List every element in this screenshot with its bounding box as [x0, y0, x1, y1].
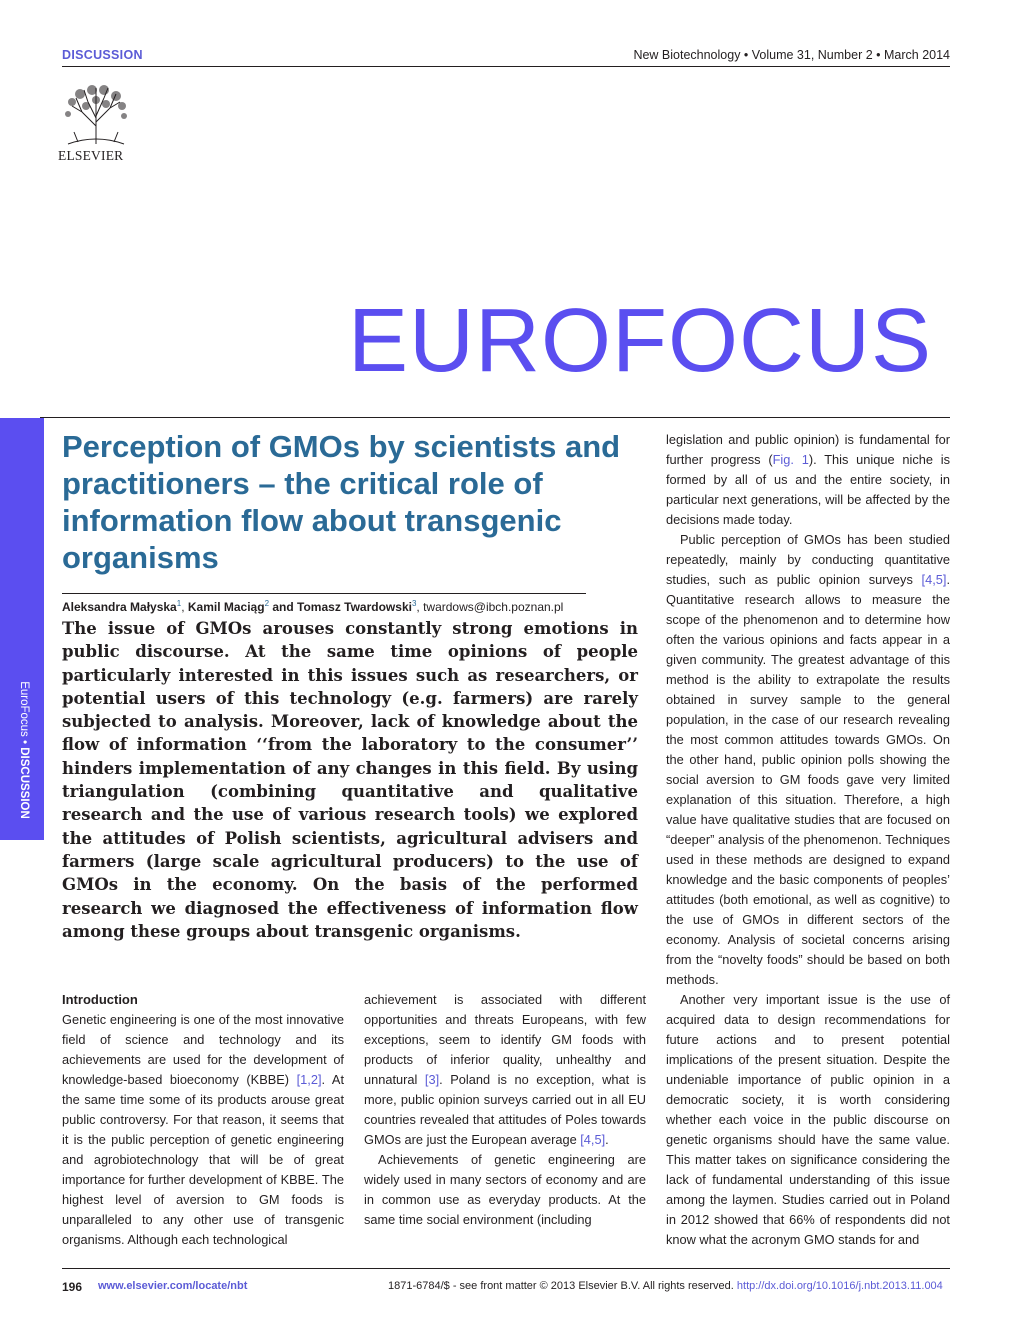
journal-info: New Biotechnology • Volume 31, Number 2 • March 2014: [633, 48, 950, 62]
author-affiliation: 1: [176, 599, 182, 608]
paragraph: Public perception of GMOs has been studied repeatedly, mainly by conducting quantitative studies, such as public opinion surveys [4,5]. Quantitative research allows to measure the scope of the phenomenon and to determine how often the various opinions and facts appear in a given community. The greatest advantage of this method is the ability to extrapolate the results obtained in survey sample to the general population, in the case of our research revealing the most common attitudes towards GMOs. On the other hand, public opinion polls showing the social aversion to GM foods gave very limited explanation of this situation. Therefore, a high value have qualitative studies that are focused on “deeper” analysis of the phenomenon. Techniques used in these methods are designed to expand knowledge and the basic components of peoples’ attitudes (both emotional, as well as cognitive) to the use of GMOs in different sectors of the economy. Analysis of societal concerns arising from the “novelty foods” should be based on both methods.: [666, 532, 950, 987]
body-column-1: [62, 990, 344, 1250]
citation-link[interactable]: [4,5]: [921, 572, 947, 587]
author-email[interactable]: twardows@ibch.poznan.pl: [423, 600, 564, 614]
page-number: 196: [62, 1280, 83, 1294]
article-title: Perception of GMOs by scientists and practitioners – the critical role of information flow about transgenic organisms: [62, 429, 621, 575]
doi-link[interactable]: http://dx.doi.org/10.1016/j.nbt.2013.11.004: [736, 1280, 943, 1292]
body-column-2: [364, 990, 646, 1230]
journal-site-link[interactable]: www.elsevier.com/locate/nbt: [98, 1280, 248, 1292]
citation-link[interactable]: [1,2]: [296, 1072, 322, 1087]
citation-link[interactable]: [3]: [424, 1072, 440, 1087]
paragraph: achievement is associated with different opportunities and threats Europeans, with few exceptions, seem to identify GM foods with products of inferior quality, unhealthy and unnatural [3]. Poland is no exception, what is more, public opinion surveys carried out in all EU countries revealed that attitudes of Poles towards GMOs are just the European average [4,5].: [364, 992, 646, 1147]
authors-rule: [62, 593, 586, 594]
paragraph: Genetic engineering is one of the most innovative field of science and technology and its achievements are used for the development of knowledge-based bioeconomy (KBBE) [1,2]. At the same time some of its products arouse great public controversy. For that reason, it seems that it is the public perception of genetic engineering and agrobiotechnology that will be of great importance for further development of KBBE. The highest level of aversion to GM foods is unparalleled to any other use of transgenic organisms. Although each technological: [62, 1012, 344, 1247]
elsevier-logo-text: ELSEVIER: [58, 148, 124, 163]
section-label: DISCUSSION: [62, 48, 143, 62]
header-rule: [62, 66, 950, 67]
column-title: EUROFOCUS: [347, 291, 932, 391]
paragraph: Achievements of genetic engineering are widely used in many sectors of economy and are in common use as everyday products. At the same time social environment (including: [364, 1152, 646, 1227]
figure-link[interactable]: Fig. 1: [772, 452, 809, 467]
author-name: Tomasz Twardowski: [297, 600, 412, 614]
author-affiliation: 2: [264, 599, 270, 608]
author-affiliation: 3: [411, 599, 417, 608]
abstract: The issue of GMOs arouses constantly strong emotions in public discourse. At the same time opinions of people particularly interested in this issues such as researchers, or potential users of this technology (e.g. farmers) are rarely subjected to analysis. Moreover, lack of knowledge about the flow of information ‘‘from the laboratory to the consumer’’ hinders implementation of any changes in this field. By using triangulation (combining quantitative and qualitative research and the use of various research tools) we explored the attitudes of Polish scientists, agricultural advisers and farmers (large scale agricultural producers) to the use of GMOs in the economy. On the basis of the performed research we diagnosed the effectiveness of information flow among these groups about transgenic organisms.: [62, 619, 638, 941]
title-rule: [40, 417, 950, 418]
paragraph: legislation and public opinion) is fundamental for further progress (Fig. 1). This unique niche is formed by all of us and the entire society, in particular next generations, will be affected by the decisions made today.: [666, 432, 950, 527]
footer-rule: [62, 1268, 950, 1269]
citation-link[interactable]: [4,5]: [580, 1132, 606, 1147]
side-tab-label: EuroFocus • DISCUSSION: [18, 681, 30, 819]
author-name: Aleksandra Małyska: [62, 600, 177, 614]
copyright-line: 1871-6784/$ - see front matter © 2013 Elsevier B.V. All rights reserved. http://dx.doi.org/10.1016/j.nbt.2013.11.004: [388, 1280, 943, 1292]
body-column-3: [666, 430, 950, 1250]
paragraph: Another very important issue is the use of acquired data to design recommendations for future actions and to present potential implications of the present situation. Despite the undeniable importance of public opinion in a democratic society, it is worth considering whether each voice in the public discourse on genetic organisms should have the same value. This matter takes on significance considering the lack of fundamental understanding of this issue among the laymen. Studies carried out in Poland in 2012 showed that 66% of respondents did not know what the acronym GMO stands for and: [666, 992, 950, 1247]
introduction-heading: Introduction: [62, 992, 138, 1007]
author-name: Kamil Maciąg: [187, 600, 265, 614]
author-line: Aleksandra Małyska$^1$, Kamil Maciąg$^2$ and Tomasz Twardowski$^3$, twardows@ibch.poznan.pl: [62, 599, 564, 614]
